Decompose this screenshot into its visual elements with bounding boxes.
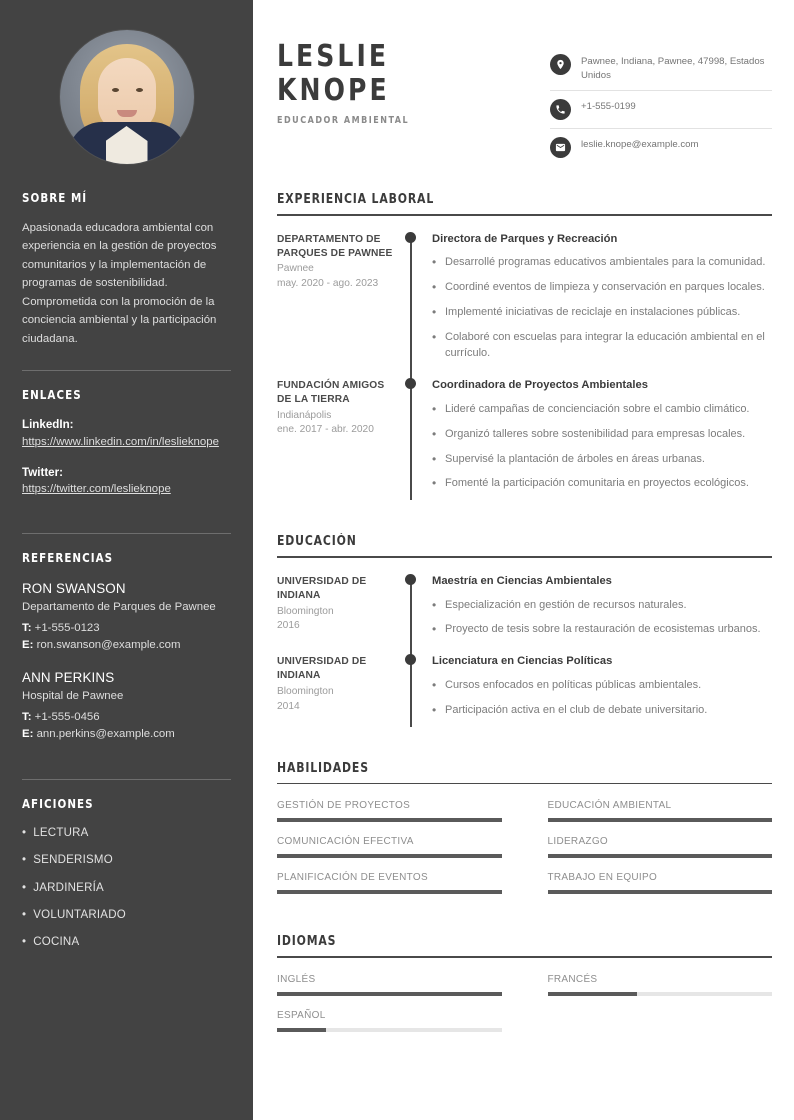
entry-org: UNIVERSIDAD DE INDIANA bbox=[277, 575, 367, 601]
language-fill bbox=[548, 992, 638, 996]
entry-dates: 2014 bbox=[277, 700, 300, 712]
about-text: Apasionada educadora ambiental con experiencia en la gestión de proyectos comunitarios y la implementación de programas de sostenibilidad. Comprometida con la promoción de la conciencia ambiental y la participación ciudadana. bbox=[22, 222, 217, 345]
entry-dates: 2016 bbox=[277, 620, 300, 632]
entry-org: DEPARTAMENTO DE PARQUES DE PAWNEE bbox=[277, 233, 393, 259]
skill-fill bbox=[548, 818, 773, 822]
skill-track bbox=[277, 818, 502, 822]
contact-row-address bbox=[550, 46, 772, 91]
skill-fill bbox=[277, 818, 502, 822]
skill-track bbox=[548, 854, 773, 858]
skill-label: TRABAJO EN EQUIPO bbox=[547, 872, 658, 884]
hobbies-section bbox=[22, 796, 231, 965]
reference-email-label: E: bbox=[22, 727, 34, 740]
skill-fill bbox=[277, 890, 502, 894]
reference-phone-row bbox=[22, 709, 231, 726]
timeline-line bbox=[410, 658, 412, 726]
experience-entry bbox=[277, 378, 772, 508]
entry-bullet: • Cursos enfocados en políticas públicas ambientales. bbox=[432, 678, 772, 694]
entry-location: Pawnee bbox=[277, 263, 314, 275]
entry-bullet: • Proyecto de tesis sobre la restauración de ecosistemas urbanos. bbox=[432, 622, 772, 638]
link-url-twitter[interactable]: https://twitter.com/leslieknope bbox=[22, 483, 171, 496]
entry-bullet: • Coordiné eventos de limpieza y conservación en parques locales. bbox=[432, 280, 772, 296]
entry-body bbox=[405, 378, 772, 508]
language-fill bbox=[277, 1028, 326, 1032]
contact-row-email bbox=[550, 129, 772, 166]
reference-phone: +1-555-0123 bbox=[34, 621, 100, 634]
avatar-face bbox=[98, 58, 156, 132]
entry-org: UNIVERSIDAD DE INDIANA bbox=[277, 656, 367, 682]
job-role: EDUCADOR AMBIENTAL bbox=[277, 115, 410, 127]
hobby-item: • JARDINERÍA bbox=[22, 880, 231, 897]
identity-block bbox=[277, 40, 419, 126]
skill-item bbox=[277, 836, 502, 858]
main-content bbox=[253, 0, 794, 1120]
experience-entry bbox=[277, 232, 772, 378]
education-entry bbox=[277, 654, 772, 734]
education-title: EDUCACIÓN bbox=[277, 534, 357, 550]
references-title: REFERENCIAS bbox=[22, 550, 114, 566]
skill-item bbox=[548, 800, 773, 822]
entry-bullet: • Desarrollé programas educativos ambientales para la comunidad. bbox=[432, 255, 772, 271]
references-section bbox=[22, 550, 231, 761]
sidebar bbox=[0, 0, 253, 1120]
skills-grid bbox=[277, 800, 772, 908]
reference-phone: +1-555-0456 bbox=[34, 710, 100, 723]
entry-meta bbox=[277, 232, 405, 378]
timeline-line bbox=[410, 236, 412, 386]
links-title: ENLACES bbox=[22, 387, 82, 403]
entry-bullet: • Fomenté la participación comunitaria en proyectos ecológicos. bbox=[432, 476, 772, 492]
skill-label: LIDERAZGO bbox=[547, 836, 608, 848]
sidebar-divider-1 bbox=[22, 370, 231, 371]
language-label: ESPAÑOL bbox=[277, 1010, 326, 1022]
timeline-dot-icon bbox=[405, 654, 416, 665]
avatar-eye-left bbox=[112, 88, 119, 92]
entry-degree: Maestría en Ciencias Ambientales bbox=[432, 574, 612, 587]
reference-item bbox=[22, 668, 231, 743]
contact-phone: +1-555-0199 bbox=[581, 101, 636, 113]
language-item bbox=[277, 974, 502, 996]
first-name: LESLIE bbox=[277, 39, 390, 74]
entry-bullet: • Supervisé la plantación de árboles en áreas urbanas. bbox=[432, 452, 772, 468]
skill-fill bbox=[277, 854, 502, 858]
link-item-linkedin bbox=[22, 416, 231, 451]
reference-phone-row bbox=[22, 620, 231, 637]
timeline-line bbox=[410, 578, 412, 662]
entry-bullet: • Lideré campañas de concienciación sobre el cambio climático. bbox=[432, 402, 772, 418]
skill-item bbox=[548, 836, 773, 858]
skill-fill bbox=[548, 890, 773, 894]
contact-address: Pawnee, Indiana, Pawnee, 47998, Estados Unidos bbox=[581, 56, 765, 81]
link-label: Twitter: bbox=[22, 465, 64, 479]
skill-fill bbox=[548, 854, 773, 858]
reference-email: ann.perkins@example.com bbox=[36, 727, 175, 740]
education-section bbox=[277, 534, 772, 734]
contact-row-phone bbox=[550, 91, 772, 129]
entry-position: Directora de Parques y Recreación bbox=[432, 232, 618, 245]
entry-dates: ene. 2017 - abr. 2020 bbox=[277, 424, 374, 436]
skill-label: PLANIFICACIÓN DE EVENTOS bbox=[277, 872, 428, 884]
entry-bullet: • Especialización en gestión de recursos naturales. bbox=[432, 598, 772, 614]
entry-location: Indianápolis bbox=[277, 409, 332, 421]
reference-org: Hospital de Pawnee bbox=[22, 689, 124, 702]
experience-section bbox=[277, 192, 772, 508]
avatar-eye-right bbox=[136, 88, 143, 92]
entry-location: Bloomington bbox=[277, 605, 334, 617]
reference-email: ron.swanson@example.com bbox=[36, 638, 181, 651]
section-rule bbox=[277, 956, 772, 958]
entry-body bbox=[405, 232, 772, 378]
about-section bbox=[22, 190, 231, 352]
avatar-container bbox=[22, 0, 231, 190]
skill-item bbox=[548, 872, 773, 894]
contact-list bbox=[550, 46, 772, 166]
entry-meta bbox=[277, 378, 405, 508]
sidebar-divider-2 bbox=[22, 533, 231, 534]
last-name: KNOPE bbox=[277, 73, 390, 109]
link-item-twitter bbox=[22, 464, 231, 499]
language-item bbox=[277, 1010, 502, 1032]
entry-body bbox=[405, 654, 772, 734]
section-rule bbox=[277, 783, 772, 785]
timeline-dot-icon bbox=[405, 378, 416, 389]
skill-item bbox=[277, 800, 502, 822]
skills-title: HABILIDADES bbox=[277, 760, 369, 776]
about-title: SOBRE MÍ bbox=[22, 190, 88, 205]
reference-name: ANN PERKINS bbox=[22, 670, 115, 686]
skill-label: GESTIÓN DE PROYECTOS bbox=[277, 800, 411, 812]
reference-email-row bbox=[22, 726, 231, 743]
language-track bbox=[548, 992, 773, 996]
entry-meta bbox=[277, 654, 405, 734]
language-label: FRANCÉS bbox=[547, 974, 598, 986]
language-label: INGLÉS bbox=[277, 974, 316, 986]
language-fill bbox=[277, 992, 502, 996]
link-label: LinkedIn: bbox=[22, 418, 74, 432]
reference-email-row bbox=[22, 637, 231, 654]
entry-org: FUNDACIÓN AMIGOS DE LA TIERRA bbox=[277, 380, 385, 405]
skill-track bbox=[277, 854, 502, 858]
hobbies-title: AFICIONES bbox=[22, 796, 94, 812]
skill-track bbox=[548, 818, 773, 822]
reference-item bbox=[22, 579, 231, 654]
reference-name: RON SWANSON bbox=[22, 581, 126, 597]
section-rule bbox=[277, 214, 772, 216]
timeline-dot-icon bbox=[405, 574, 416, 585]
contact-email: leslie.knope@example.com bbox=[581, 139, 699, 151]
hobby-item: • VOLUNTARIADO bbox=[22, 907, 231, 924]
entry-position: Coordinadora de Proyectos Ambientales bbox=[432, 379, 648, 392]
entry-bullet: • Organizó talleres sobre sostenibilidad para empresas locales. bbox=[432, 427, 772, 443]
section-rule bbox=[277, 556, 772, 558]
avatar bbox=[60, 30, 194, 164]
entry-meta bbox=[277, 574, 405, 654]
languages-title: IDIOMAS bbox=[277, 934, 337, 950]
reference-org: Departamento de Parques de Pawnee bbox=[22, 600, 216, 613]
languages-section bbox=[277, 934, 772, 1046]
skill-label: EDUCACIÓN AMBIENTAL bbox=[547, 800, 672, 812]
entry-bullet: • Colaboré con escuelas para integrar la educación ambiental en el currículo. bbox=[432, 330, 772, 362]
hobby-item: • SENDERISMO bbox=[22, 852, 231, 869]
skill-item bbox=[277, 872, 502, 894]
hobby-item: • COCINA bbox=[22, 934, 231, 951]
envelope-icon bbox=[550, 137, 571, 158]
skill-track bbox=[277, 890, 502, 894]
education-entry bbox=[277, 574, 772, 654]
language-track bbox=[277, 992, 502, 996]
hobby-item: • LECTURA bbox=[22, 825, 231, 842]
reference-phone-label: T: bbox=[22, 621, 32, 634]
skill-label: COMUNICACIÓN EFECTIVA bbox=[277, 836, 414, 848]
language-track bbox=[277, 1028, 502, 1032]
reference-phone-label: T: bbox=[22, 710, 32, 723]
link-url-linkedin[interactable]: https://www.linkedin.com/in/leslieknope bbox=[22, 435, 219, 448]
entry-degree: Licenciatura en Ciencias Políticas bbox=[432, 655, 613, 668]
location-pin-icon bbox=[550, 54, 571, 75]
entry-dates: may. 2020 - ago. 2023 bbox=[277, 278, 379, 290]
entry-body bbox=[405, 574, 772, 654]
timeline-line bbox=[410, 382, 412, 500]
sidebar-divider-3 bbox=[22, 779, 231, 780]
skill-track bbox=[548, 890, 773, 894]
skills-section bbox=[277, 761, 772, 909]
entry-bullet: • Implementé iniciativas de reciclaje en instalaciones públicas. bbox=[432, 305, 772, 321]
entry-bullet: • Participación activa en el club de debate universitario. bbox=[432, 703, 772, 719]
languages-grid bbox=[277, 974, 772, 1046]
language-item bbox=[548, 974, 773, 996]
timeline-dot-icon bbox=[405, 232, 416, 243]
reference-email-label: E: bbox=[22, 638, 34, 651]
entry-location: Bloomington bbox=[277, 685, 334, 697]
experience-title: EXPERIENCIA LABORAL bbox=[277, 192, 435, 208]
header bbox=[277, 40, 772, 166]
phone-icon bbox=[550, 99, 571, 120]
links-section bbox=[22, 387, 231, 515]
